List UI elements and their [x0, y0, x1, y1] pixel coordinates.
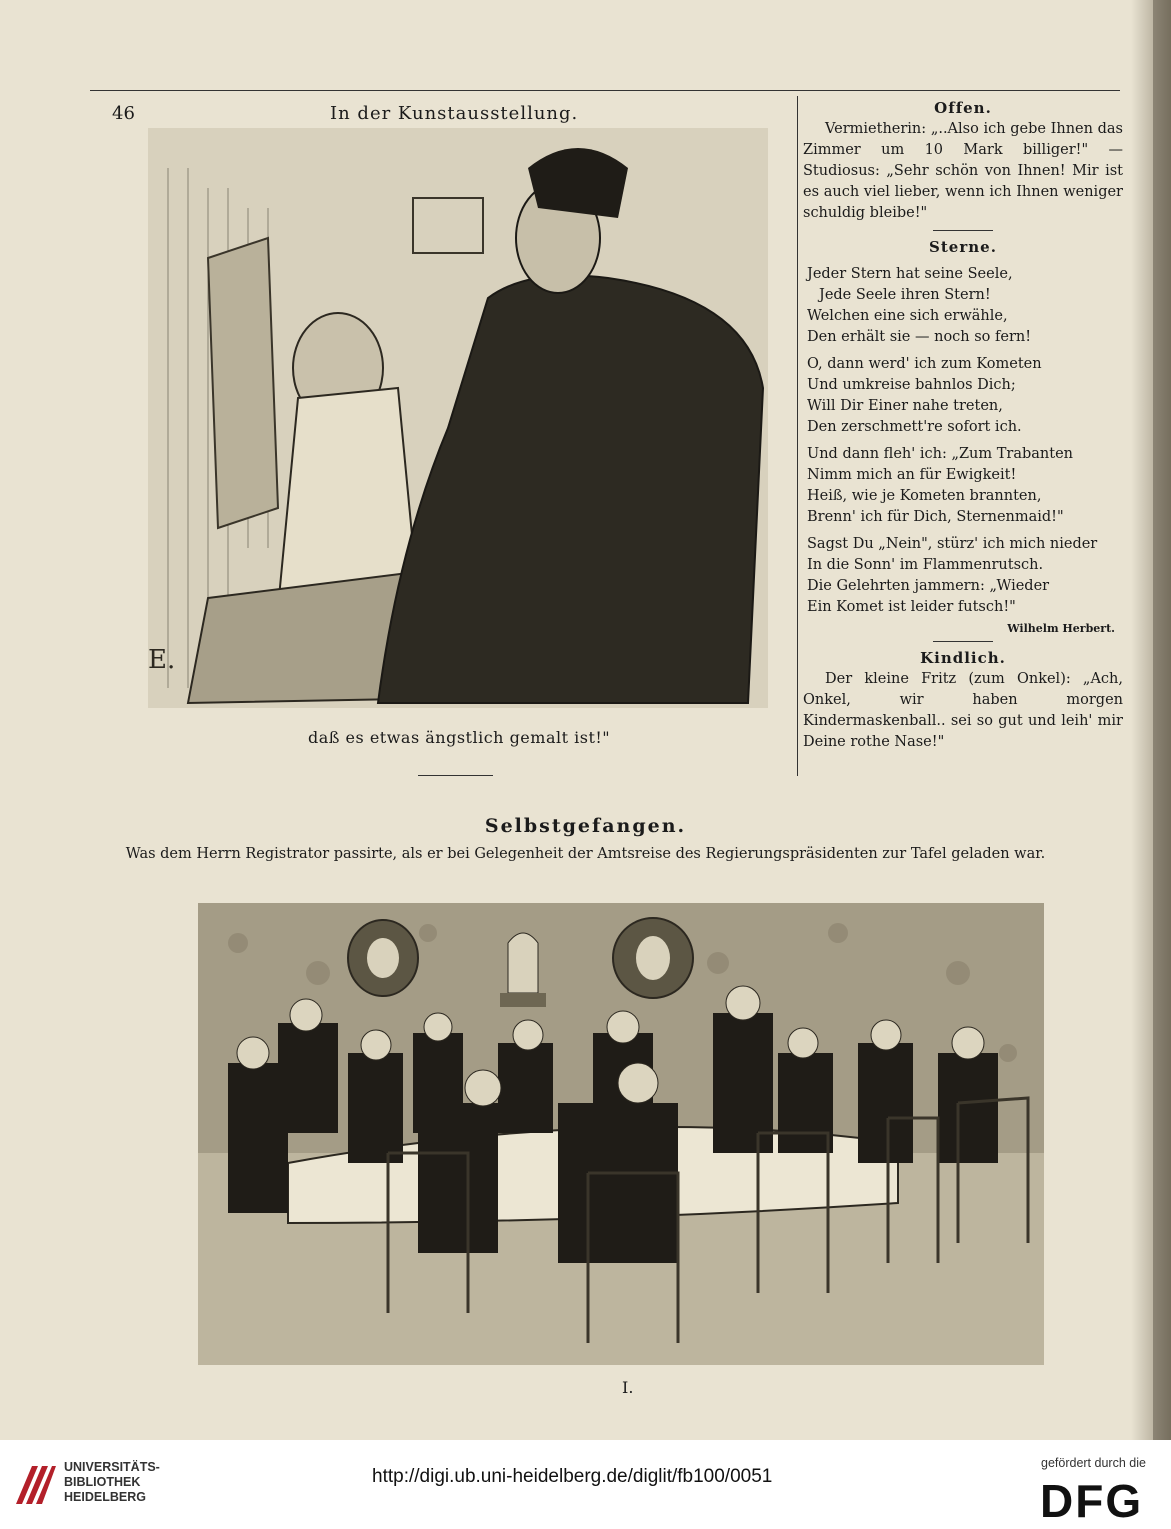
- cartoon-title: In der Kunstausstellung.: [330, 103, 579, 124]
- caption-rule: [418, 775, 493, 776]
- right-column: [803, 98, 1123, 753]
- section-separator: [933, 230, 993, 231]
- column-divider: [797, 96, 798, 776]
- poem-line: Und dann fleh' ich: „Zum Trabanten: [807, 446, 1073, 462]
- poem-line: Den zerschmett're sofort ich.: [807, 419, 1022, 435]
- dfg-logo: DFG: [1040, 1475, 1144, 1527]
- permalink-url[interactable]: http://digi.ub.uni-heidelberg.de/diglit/fb100/0051: [372, 1466, 773, 1487]
- story-title: Selbstgefangen.: [484, 815, 687, 837]
- poem-line: Und umkreise bahnlos Dich;: [807, 377, 1016, 393]
- poem-stanza: [803, 354, 1123, 438]
- poem-line: Brenn' ich für Dich, Sternenmaid!": [807, 509, 1064, 525]
- poem-line: Jede Seele ihren Stern!: [819, 287, 991, 303]
- poem-stanza: [803, 444, 1123, 528]
- library-logo-icon: [12, 1460, 56, 1508]
- poem-line: Jeder Stern hat seine Seele,: [807, 266, 1013, 282]
- cartoon-caption: daß es etwas ängstlich gemalt ist!": [308, 728, 611, 747]
- poem-stanza: [803, 534, 1123, 618]
- poem-stanza: [803, 264, 1123, 348]
- art-exhibition-illustration: [148, 128, 768, 708]
- offen-title: Offen.: [934, 99, 992, 117]
- section-separator: [933, 641, 993, 642]
- library-name-line: BIBLIOTHEK: [64, 1475, 141, 1489]
- poem-author: Wilhelm Herbert.: [1007, 622, 1115, 635]
- library-name-line: UNIVERSITÄTS-: [64, 1460, 160, 1474]
- plate-number: I.: [622, 1378, 634, 1397]
- offen-text: Vermietherin: „..Also ich gebe Ihnen das Zimmer um 10 Mark billiger!" — Studiosus: „Sehr schön von Ihnen! Mir ist es auch viel lieber, wenn ich Ihnen weniger schuldig bleibe!": [803, 121, 1123, 221]
- kindlich-title: Kindlich.: [920, 649, 1006, 667]
- poem-line: In die Sonn' im Flammenrutsch.: [807, 557, 1044, 573]
- library-name-line: HEIDELBERG: [64, 1490, 146, 1504]
- poem-line: Welchen eine sich erwähle,: [807, 308, 1008, 324]
- poem-line: Nimm mich an für Ewigkeit!: [807, 467, 1017, 483]
- poem-line: Den erhält sie — noch so fern!: [807, 329, 1032, 345]
- poem-line: Will Dir Einer nahe treten,: [807, 398, 1003, 414]
- funding-note: gefördert durch die: [1041, 1456, 1146, 1470]
- banquet-illustration: [198, 903, 1044, 1365]
- story-subtitle: Was dem Herrn Registrator passirte, als er bei Gelegenheit der Amtsreise des Regierungspräsidenten zur Tafel geladen war.: [125, 846, 1046, 862]
- page-spine-shadow: [1153, 0, 1171, 1440]
- sterne-title: Sterne.: [929, 238, 997, 256]
- page-number: 46: [112, 103, 135, 124]
- header-rule: [90, 90, 1120, 91]
- poem-line: O, dann werd' ich zum Kometen: [807, 356, 1042, 372]
- kindlich-text: Der kleine Fritz (zum Onkel): „Ach, Onkel, wir haben morgen Kindermaskenball.. sei so gut und leih' mir Deine rothe Nase!": [803, 671, 1123, 750]
- poem-line: Heiß, wie je Kometen brannten,: [807, 488, 1042, 504]
- poem-line: Die Gelehrten jammern: „Wieder: [807, 578, 1050, 594]
- library-name: [64, 1460, 160, 1505]
- poem-line: Ein Komet ist leider futsch!": [807, 599, 1016, 615]
- poem-line: Sagst Du „Nein", stürz' ich mich nieder: [807, 536, 1098, 552]
- svg-text:E.: E.: [148, 645, 176, 675]
